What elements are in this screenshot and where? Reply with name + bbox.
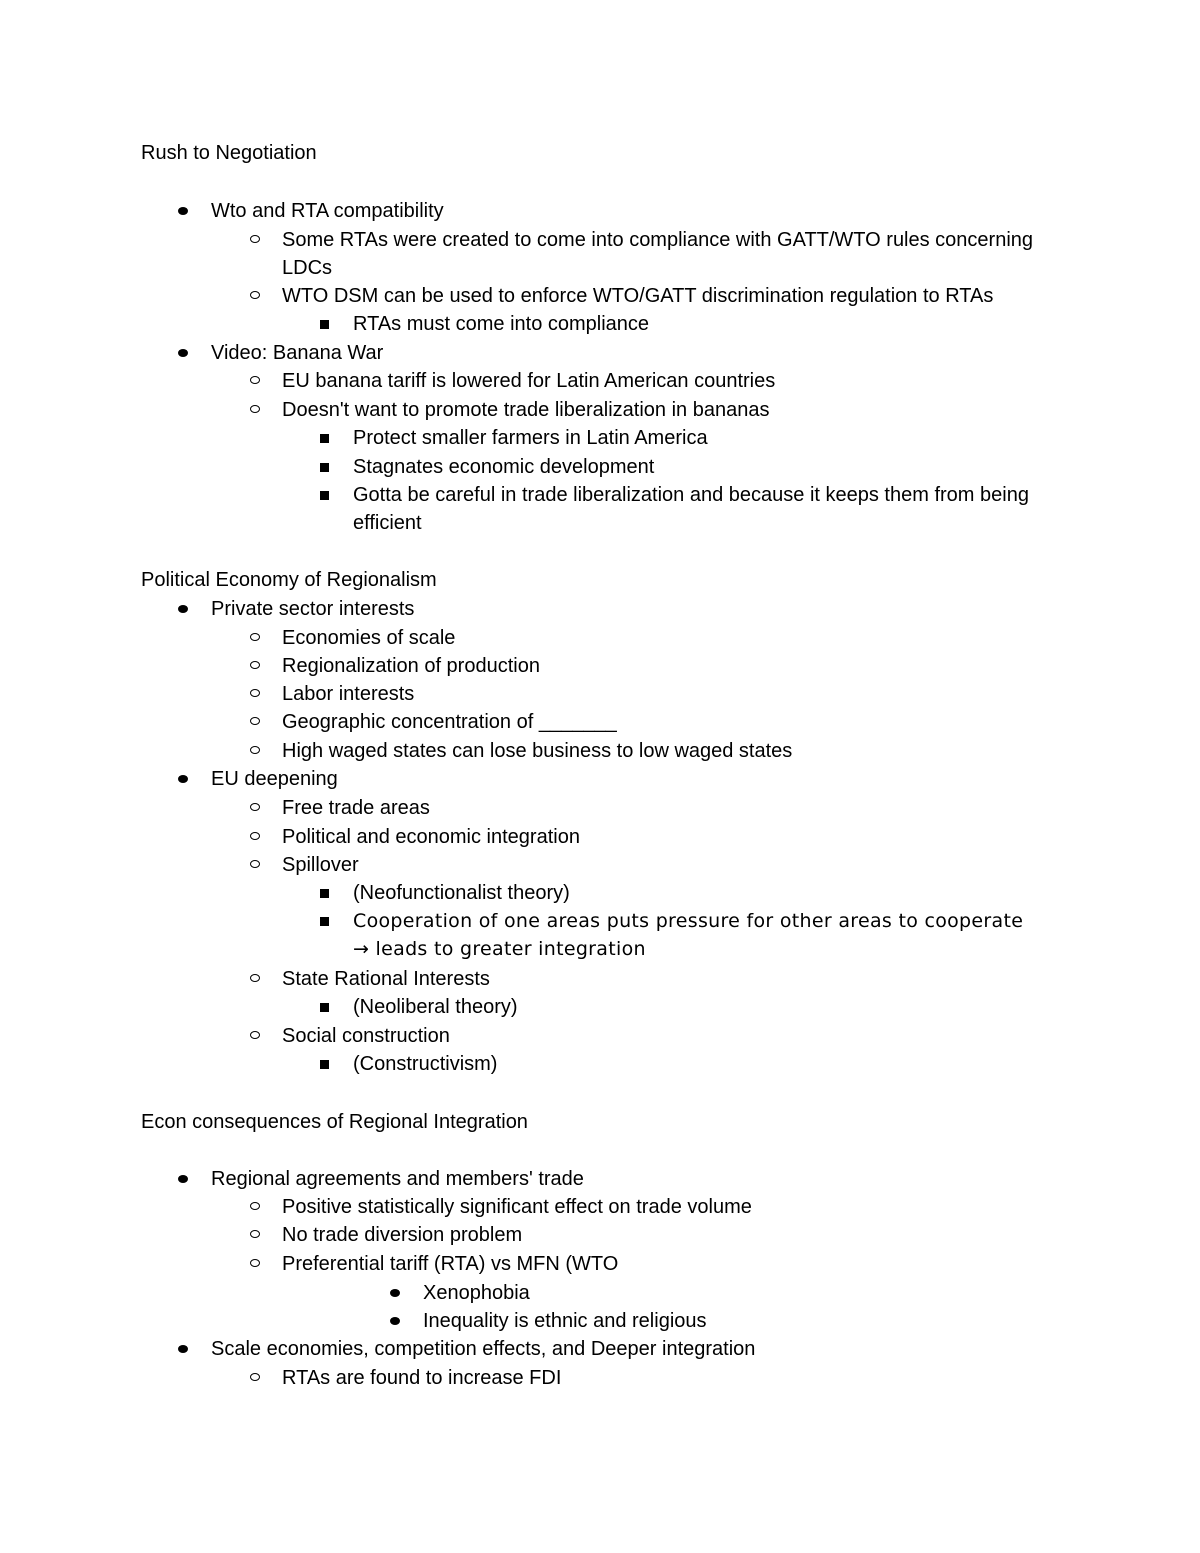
list-item: No trade diversion problem [282,1221,1072,1249]
list-item: (Neoliberal theory) [353,993,1043,1021]
list-item: Some RTAs were created to come into compliance with GATT/WTO rules concerning LDCs [282,226,1072,282]
list-item: Scale economies, competition effects, and Deeper integration [211,1335,1091,1363]
hollow-bullet-icon [248,1022,268,1050]
hollow-bullet-icon [248,396,268,424]
hollow-bullet-icon [248,1221,268,1249]
square-bullet-icon [317,310,337,338]
filled-bullet-icon [175,1335,195,1363]
hollow-bullet-icon [248,708,268,736]
hollow-bullet-icon [248,851,268,879]
list-item: Economies of scale [282,624,1072,652]
list-item: (Neofunctionalist theory) [353,879,1043,907]
filled-bullet-icon [387,1307,407,1335]
square-bullet-icon [317,993,337,1021]
filled-bullet-icon [175,197,195,225]
list-item: Protect smaller farmers in Latin America [353,424,1043,452]
list-item: Regional agreements and members' trade [211,1165,1091,1193]
hollow-bullet-icon [248,823,268,851]
hollow-bullet-icon [248,1250,268,1278]
filled-bullet-icon [175,595,195,623]
list-item: Video: Banana War [211,339,1091,367]
filled-bullet-icon [175,765,195,793]
hollow-bullet-icon [248,1364,268,1392]
list-item: Regionalization of production [282,652,1072,680]
list-item: Preferential tariff (RTA) vs MFN (WTO [282,1250,1072,1278]
hollow-bullet-icon [248,367,268,395]
hollow-bullet-icon [248,282,268,310]
filled-bullet-icon [175,339,195,367]
list-item: Labor interests [282,680,1072,708]
section-heading: Rush to Negotiation [141,142,317,164]
section-heading: Political Economy of Regionalism [141,569,437,591]
list-item: Political and economic integration [282,823,1072,851]
list-item: Gotta be careful in trade liberalization and because it keeps them from being efficient [353,481,1043,537]
list-item: Wto and RTA compatibility [211,197,1091,225]
list-item: State Rational Interests [282,965,1072,993]
list-item: (Constructivism) [353,1050,1043,1078]
section-heading: Econ consequences of Regional Integration [141,1111,528,1133]
list-item: Social construction [282,1022,1072,1050]
filled-bullet-icon [175,1165,195,1193]
list-item: RTAs are found to increase FDI [282,1364,1072,1392]
list-item: Xenophobia [423,1279,1043,1307]
list-item: Geographic concentration of _______ [282,708,1072,736]
square-bullet-icon [317,481,337,509]
hollow-bullet-icon [248,794,268,822]
square-bullet-icon [317,424,337,452]
hollow-bullet-icon [248,1193,268,1221]
hollow-bullet-icon [248,965,268,993]
list-item: Stagnates economic development [353,453,1043,481]
hollow-bullet-icon [248,737,268,765]
hollow-bullet-icon [248,226,268,254]
square-bullet-icon [317,879,337,907]
list-item: WTO DSM can be used to enforce WTO/GATT discrimination regulation to RTAs [282,282,1072,310]
list-item: Spillover [282,851,1072,879]
list-item: Inequality is ethnic and religious [423,1307,1043,1335]
list-item: High waged states can lose business to low waged states [282,737,1072,765]
list-item: RTAs must come into compliance [353,310,1043,338]
square-bullet-icon [317,907,337,935]
list-item: EU deepening [211,765,1091,793]
list-item: Private sector interests [211,595,1091,623]
list-item: EU banana tariff is lowered for Latin American countries [282,367,1072,395]
square-bullet-icon [317,453,337,481]
square-bullet-icon [317,1050,337,1078]
list-item: Positive statistically significant effect on trade volume [282,1193,1072,1221]
filled-bullet-icon [387,1279,407,1307]
list-item: Free trade areas [282,794,1072,822]
hollow-bullet-icon [248,624,268,652]
hollow-bullet-icon [248,680,268,708]
hollow-bullet-icon [248,652,268,680]
list-item: Doesn't want to promote trade liberalization in bananas [282,396,1072,424]
list-item: Cooperation of one areas puts pressure for other areas to cooperate → leads to greater integration [353,907,1043,963]
